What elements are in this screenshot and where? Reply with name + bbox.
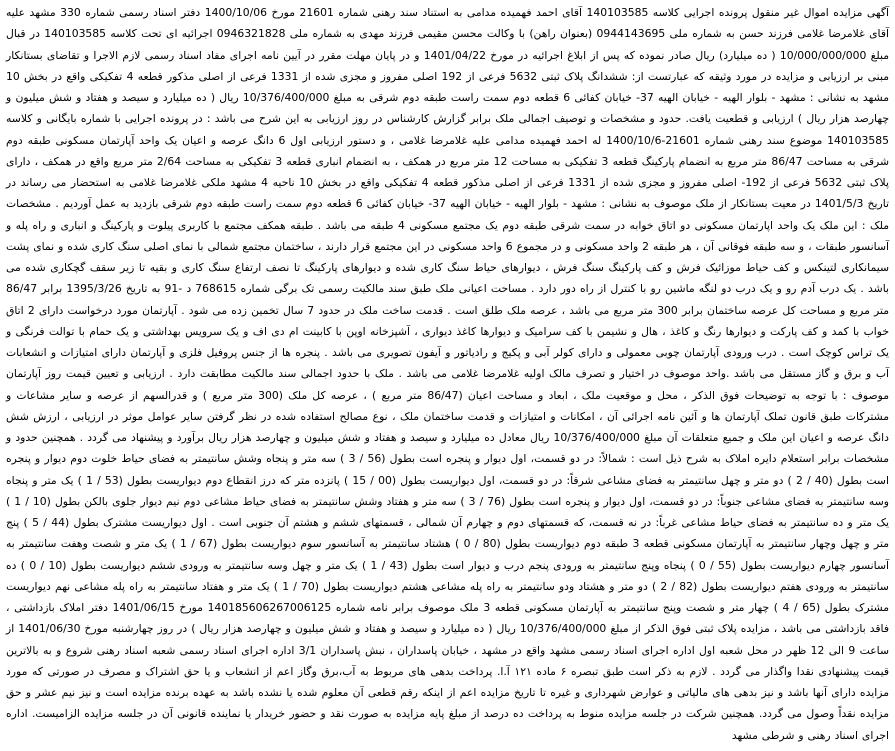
auction-notice-text: آگهی مزایده اموال غیر منقول پرونده اجرایی کلاسه 140103585 آقای احمد فهمیده مدامی به استناد سند رهنی شماره 21601 مورخ 1400/10/06 دفتر اسناد رسمی شماره 330 مشهد علیه آقای غلامرضا غلامی فرزند حسن به شماره ملی 0944143695 (بعنوان راهن) با وکالت محسن مقیمی فرزند مهدی به شماره ملی 0946321828 اجرائیه ای تحت کلاسه 140103585 در قبال مبلغ 10/000/000/000 ( ده میلیارد) ریال صادر نموده که پس از ابلاغ اجرائیه در مورخ 1401/04/22 و در پایان مهلت مقرر در آیین نامه اجرای مفاد اسناد رسمی لازم الاجرا و تقاضای بستانکار مبنی بر ارزیابی و مزایده در مورد وثیقه که عبارتست از: ششدانگ پلاک ثبتی 5632 فرعی از 192 اصلی مفروز و مجزی شده از 1331 فرعی از اصلی مذکور قطعه 4 تفکیکی واقع در بخش 10 مشهد به نشانی : مشهد - بلوار الهیه - خیابان الهیه 37- خیابان کفائی 6 قطعه دوم سمت راست طبقه دوم شرقی به مبلغ 10/376/400/000 ریال ( ده میلیارد و سیصد و هفتاد و شش میلیون و چهارصد هزار ریال ) ارزیابی و قطعیت یافت. حدود و مشخصات و توصیف اجمالی ملک برابر گزارش کارشناس در روز ارزیابی به این شرح می باشد : در پرونده اجرایی با شماره بایگانی و کلاسه 140103585 موضوع سند رهنی شماره 21601-1400/10/6 له احمد فهمیده مدامی علیه غلامرضا غلامی ، و دستور ارزیابی اول 6 دانگ عرصه و اعیان یک واحد آپارتمان مسکونی طبقه دوم شرقی به مساحت 86/47 متر مربع به انضمام پارکینگ قطعه 3 تفکیکی به مساحت 12 متر مربع در همکف ، به انضمام انباری قطعه 3 تفکیکی به مساحت 2/64 متر مربع واقع در همکف ، دارای پلاک ثبتی 5632 فرعی از 192- اصلی مفروز و مجزی شده از 1331 فرعی از اصلی مذکور قطعه 4 تفکیکی واقع در بخش 10 ناحیه 4 مشهد ملکی غلامرضا غلامی به استحضار می رساند در تاریخ 1401/5/3 در معیت بستانکار از ملک موصوف به نشانی : مشهد - بلوار الهیه - خیابان الهیه 37- خیابان کفائی 6 قطعه دوم سمت راست طبقه دوم شرقی بازدید به عمل آوردیم . مشخصات ملک : این ملک یک واحد اپارتمان مسکونی دو اتاق خوابه در سمت شرقی طبقه دوم یک مجتمع مسکونی 4 طبقه می باشد . طبقه همکف مجتمع با کاربری پیلوت و پارکینگ و انباری و راه پله و آسانسور طبقات ، و سه طبقه فوقانی آن ، هر طبقه 2 واحد مسکونی و در مجموع 6 واحد مسکونی در این مجتمع قرار دارند ، ساختمان مجتمع شمالی با نمای اصلی سنگ کاری شده و نمای پشت سیمانکاری لتینکس و کف حیاط موزائیک فرش و کف پارکینگ سنگ فرش ، دیوارهای حیاط سنگ کاری شده و دیوارهای پارکینگ تا نصف ارتفاع سنگ کاری و بقیه تا زیر سقف گچکاری شده می باشد . یک درب آدم رو و یک درب دو لنگه ماشین رو با کنترل از راه دور دارد . مساحت اعیانی ملک طبق سند مالکیت رسمی تک برگی شماره 768615 د -91 به تاریخ 1395/3/26 برابر 86/47 متر مربع و مساحت کل عرصه ساختمان برابر 300 متر مربع می باشد ، عرصه ملک طلق است . قدمت ساخت ملک در حدود 7 سال تخمین زده می شود . آپارتمان مورد درخواست دارای 2 اتاق خواب با کمد و کف پارکت و دیوارها رنگ و کاغذ ، هال و نشیمن با کف سرامیک و دیوارها کاغذ دیواری ، آشپزخانه اوپن با کابینت ام دی اف و یک سرویس بهداشتی و یک حمام با توالت فرنگی و یک تراس کوچک است . درب ورودی آپارتمان چوبی معمولی و دارای کولر آبی و پکیج و رادیاتور و آیفون تصویری می باشد . پنجره ها از جنس پروفیل فلزی و آپارتمان دارای امتیازات و انشعابات آب و برق و گاز مستقل می باشد .واحد موصوف در اختیار و تصرف مالک اولیه غلامرضا غلامی می باشد . ملک با حدود اجمالی سند مالکیت مطابقت دارد . ارزیابی و تعیین قیمت روز آپارتمان موصوف : با توجه به توضیحات فوق الذکر ، محل و موقعیت ملک ، ابعاد و مساحت اعیان (86/47 متر مربع ) ، عرصه کل ملک (300 متر مربع ) و قدرالسهم از عرصه و سایر مشاعات و مشترکات طبق قانون تملک آپارتمان ها و آئین نامه اجرائی آن ، امکانات و امتیازات و قدمت ساختمان ملک ، نوع مصالح استفاده شده در نظر گرفتن سایر عوامل موثر در ارزیابی ، ارزش شش دانگ عرصه و اعیان این ملک و جمیع متعلقات آن مبلغ 10/376/400/000 ریال معادل ده میلیارد و سیصد و هفتاد و شش میلیون و چهارصد هزار ریال برآورد و پیشنهاد می گردد . همچنین حدود و مشخصات برابر استعلام دایره املاک به شرح ذیل است : شمالاً: در دو قسمت، اول دیوار و پنجره است بطول (56 / 3 ) سه متر و پنجاه وشش سانتیمتر به فضای حیاط خلوت دوم دیوار و پنجره است بطول (40 / 2 ) دو متر و چهل سانتیمتر به فضای مشاعی شرقاً: در دو قسمت، اول دیواریست بطول (00 / 15 ) پانزده متر که درز انقطاع دوم دیواریست بطول (53 / 1 ) یک متر و پنجاه وسه سانتیمتر به فضای مشاعی جنوباً: در دو قسمت، اول دیوار و پنجره است بطول (76 / 3 ) سه متر و هفتاد وشش سانتیمتر به فضای حیاط مشاعی دوم نیم دیوار جلوی بالکن بطول (10 / 1 ) یک متر و ده سانتیمتر به فضای حیاط مشاعی غرباً: در نه قسمت، که قسمتهای دوم و چهارم آن شمالی ، قسمتهای ششم و هشتم آن جنوبی است . اول دیواریست مشترک بطول (44 / 5 ) پنج متر و چهل وچهار سانتیمتر به آپارتمان مسکونی قطعه 3 طبقه دوم دیواریست بطول (80 / 0 ) هشتاد سانتیمتر به آسانسور سوم دیواریست بطول (67 / 1 ) یک متر و شصت وهفت سانتیمتر به آسانسور چهارم دیواریست بطول (55 / 0 ) پنجاه وپنج سانتیمتر به ورودی پنجم درب و دیوار است بطول (43 / 1 ) یک متر و چهل وسه سانتیمتر به ورودی ششم دیواریست بطول (10 / 0 ) ده سانتیمتر به ورودی هفتم دیواریست بطول (82 / 2 ) دو متر و هشتاد ودو سانتیمتر به راه پله مشاعی هشتم دیواریست بطول (70 / 1 ) یک متر و هفتاد سانتیمتر به راه پله مشاعی نهم دیواریست مشترک بطول (65 / 4 ) چهار متر و شصت وپنج سانتیمتر به آپارتمان مسکونی قطعه 3 ملک موصوف برابر نامه شماره 140185606267006125 مورخ 1401/06/15 دفتر املاک بازداشتی ، فاقد بازداشتی می باشد ، مزایده پلاک ثبتی فوق الذکر از مبلغ 10/376/400/000 ریال ( ده میلیارد و سیصد و هفتاد و شش میلیون و چهارصد هزار ریال ) در روز چهارشنبه مورخ 1401/06/30 از ساعت 9 الی 12 ظهر در محل شعبه اول اداره اجرای اسناد رسمی مشهد واقع در مشهد ، خیابان پاسداران ، نبش پاسداران 3/1 اداره اجرای اسناد رسمی شعبه اسناد رهنی شروع و به بالاترین قیمت پیشنهادی نقدا واگذار می گردد . لازم به ذکر است طبق تبصره ۶ ماده ۱۲۱ آ.ا. پرداخت بدهی های مربوط به آب،برق وگاز اعم از انشعاب و یا حق اشتراک و مصرف در صورتی که مورد مزایده دارای آنها باشد و نیز بدهی های مالیاتی و عوارض شهرداری و غیره تا تاریخ مزایده اعم از اینکه رقم قطعی آن معلوم شده یا نشده باشد به عهده برنده مزایده است و نیز نیم عشر و حق مزایده نقداً وصول می گردد. همچنین شرکت در جلسه مزایده منوط به پرداخت ده درصد از مبلغ پایه مزایده به صورت نقد و حضور خریدار یا نماینده قانونی آن در جلسه مزایده الزامیست. اداره اجرای اسناد رهنی و شرطی مشهد — [6, 6, 890, 742]
